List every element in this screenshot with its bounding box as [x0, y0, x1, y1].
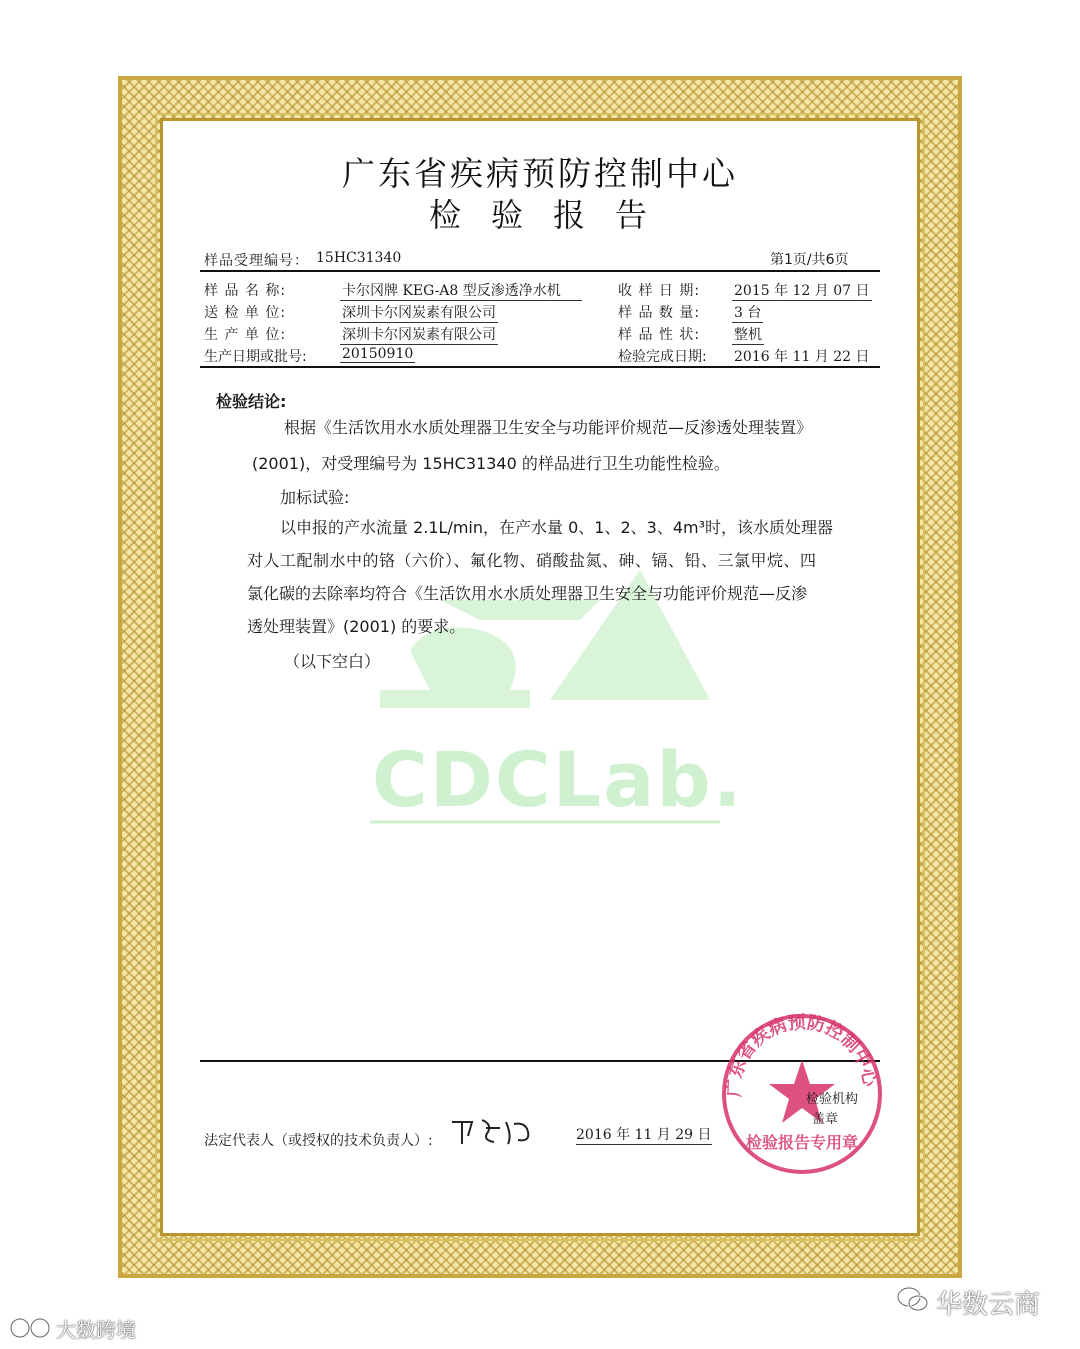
- conclusion-heading: 检验结论:: [216, 392, 287, 411]
- bottom-right-tag: 华数云商: [936, 1290, 1041, 1320]
- conclusion-p3-line3: 氯化碳的去除率均符合《生活饮用水水质处理器卫生安全与功能评价规范—反渗: [247, 584, 808, 603]
- institution-label: 检验机构: [806, 1092, 859, 1107]
- field-value-complete-date: 2016 年 11 月 22 日: [732, 346, 872, 367]
- bottom-left-tag: 大数跨境: [56, 1318, 136, 1342]
- field-label-producer: 生 产 单 位:: [204, 327, 287, 343]
- wechat-icon: [896, 1284, 930, 1314]
- page-info: 第1页/共6页: [770, 252, 849, 268]
- doc-title: 检验报告: [428, 196, 677, 234]
- field-label-receive-date: 收 样 日 期:: [618, 283, 701, 299]
- field-value-producer: 深圳卡尔冈炭素有限公司: [340, 324, 498, 345]
- accept-no-label: 样品受理编号：: [204, 253, 309, 269]
- conclusion-p1-line1: 根据《生活饮用水水质处理器卫生安全与功能评价规范—反渗透处理装置》: [284, 418, 813, 437]
- conclusion-p3-line4: 透处理装置》(2001) 的要求。: [247, 617, 466, 636]
- field-label-sample-name: 样 品 名 称:: [204, 283, 287, 299]
- seal-ring-text: 广东省疾病预防控制中心: [723, 1011, 881, 1098]
- field-value-sample-name: 卡尔冈牌 KEG-A8 型反渗透净水机: [340, 280, 582, 301]
- field-label-state: 样 品 性 状:: [618, 327, 701, 343]
- conclusion-p3-line1: 以申报的产水流量 2.1L/min，在产水量 0、1、2、3、4m³时，该水质处理器: [280, 518, 833, 537]
- field-value-quantity: 3 台: [732, 302, 763, 323]
- signature-date: 2016 年 11 月 29 日: [576, 1124, 712, 1145]
- signature-icon: [448, 1114, 538, 1148]
- header-divider-top: [200, 270, 880, 272]
- header-divider-bottom: [200, 366, 880, 368]
- conclusion-p3-line2: 对人工配制水中的铬（六价）、氟化物、硝酸盐氮、砷、镉、铅、三氯甲烷、四: [247, 551, 817, 570]
- legal-rep-label: 法定代表人（或授权的技术负责人）:: [204, 1133, 433, 1149]
- org-title: 广东省疾病预防控制中心: [342, 154, 738, 193]
- conclusion-p2: 加标试验:: [280, 488, 350, 507]
- official-seal-icon: [718, 1010, 886, 1178]
- field-label-submitter: 送 检 单 位:: [204, 305, 287, 321]
- field-value-state: 整机: [732, 324, 764, 345]
- field-label-complete-date: 检验完成日期:: [618, 349, 707, 365]
- watermark-text: CDCLab.: [372, 735, 744, 824]
- blank-note: （以下空白）: [284, 652, 381, 671]
- brand-logo-icon: [8, 1314, 56, 1340]
- field-value-receive-date: 2015 年 12 月 07 日: [732, 280, 872, 301]
- field-label-quantity: 样 品 数 量:: [618, 305, 701, 321]
- field-label-batch: 生产日期或批号:: [204, 349, 307, 365]
- accept-no-value: 15HC31340: [316, 250, 402, 266]
- seal-label: 盖章: [812, 1112, 839, 1127]
- field-value-submitter: 深圳卡尔冈炭素有限公司: [340, 302, 498, 323]
- conclusion-p1-line2: (2001)，对受理编号为 15HC31340 的样品进行卫生功能性检验。: [252, 454, 730, 473]
- seal-bottom-text: 检验报告专用章: [745, 1133, 859, 1152]
- field-value-batch: 20150910: [342, 346, 414, 362]
